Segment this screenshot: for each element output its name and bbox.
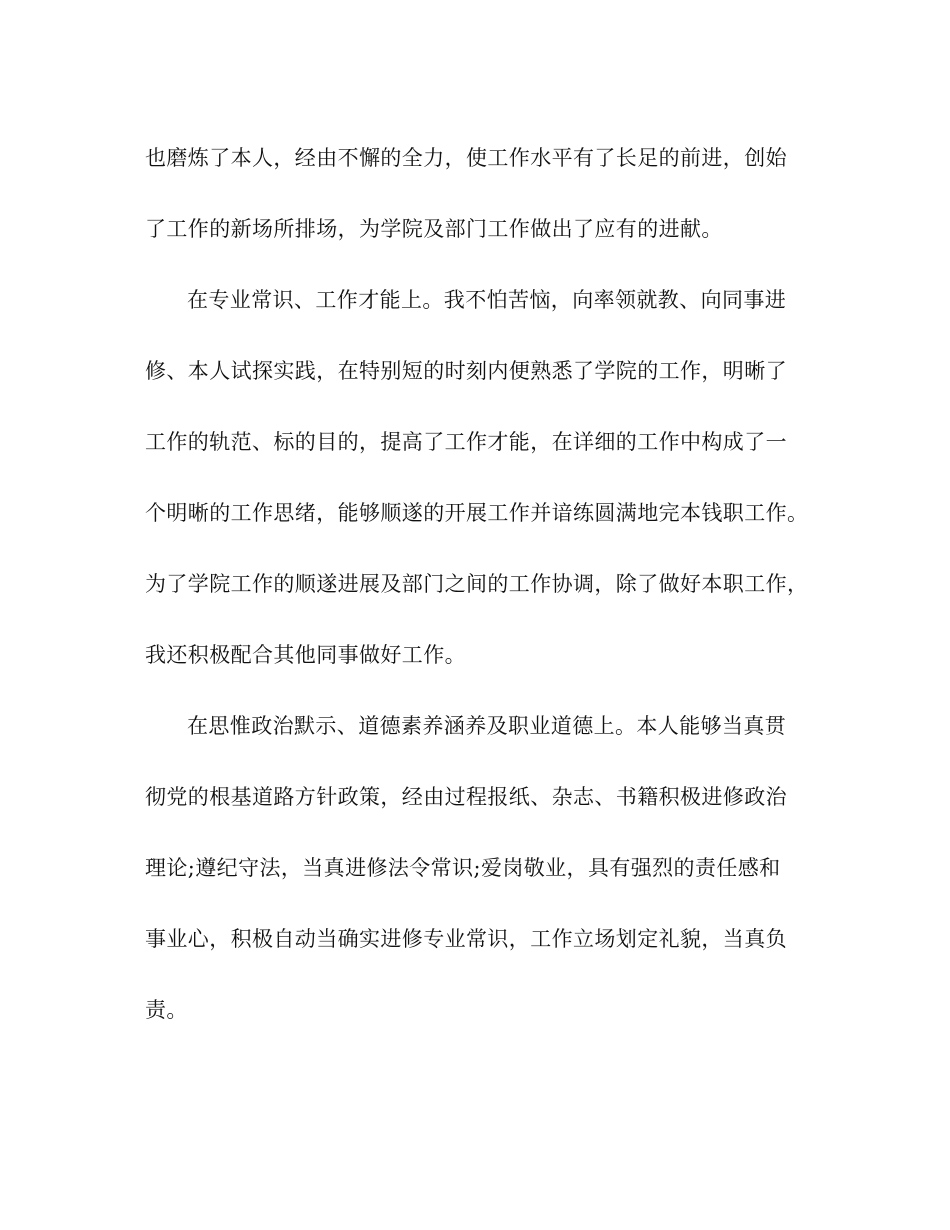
text-line: 修、本人试探实践，在特别短的时刻内便熟悉了学院的工作，明晰了 [145, 359, 787, 383]
text-line: 也磨炼了本人，经由不懈的全力，使工作水平有了长足的前进，创始 [145, 146, 787, 170]
text-line: 彻党的根基道路方针政策，经由过程报纸、杂志、书籍积极进修政治 [145, 785, 787, 809]
text-line: 事业心，积极自动当确实进修专业常识，工作立场划定礼貌，当真负 [145, 927, 787, 951]
text-line: 责。 [145, 998, 188, 1022]
text-line: 我还积极配合其他同事做好工作。 [145, 643, 466, 667]
body-text [145, 130, 815, 1053]
text-line: 工作的轨范、标的目的，提高了工作才能，在详细的工作中构成了一 [145, 430, 787, 454]
text-line: 个明晰的工作思绪，能够顺遂的开展工作并谙练圆满地完本钱职工作。 [145, 501, 809, 525]
text-line: 理论;遵纪守法，当真进修法令常识;爱岗敬业，具有强烈的责任感和 [145, 856, 781, 880]
paragraph-start-line: 在专业常识、工作才能上。我不怕苦恼，向率领就教、向同事进 [187, 288, 787, 312]
text-line: 为了学院工作的顺遂进展及部门之间的工作协调，除了做好本职工作， [145, 572, 809, 596]
paragraph-start-line: 在思惟政治默示、道德素养涵养及职业道德上。本人能够当真贯 [187, 714, 787, 738]
text-line: 了工作的新场所排场，为学院及部门工作做出了应有的进献。 [145, 217, 723, 241]
